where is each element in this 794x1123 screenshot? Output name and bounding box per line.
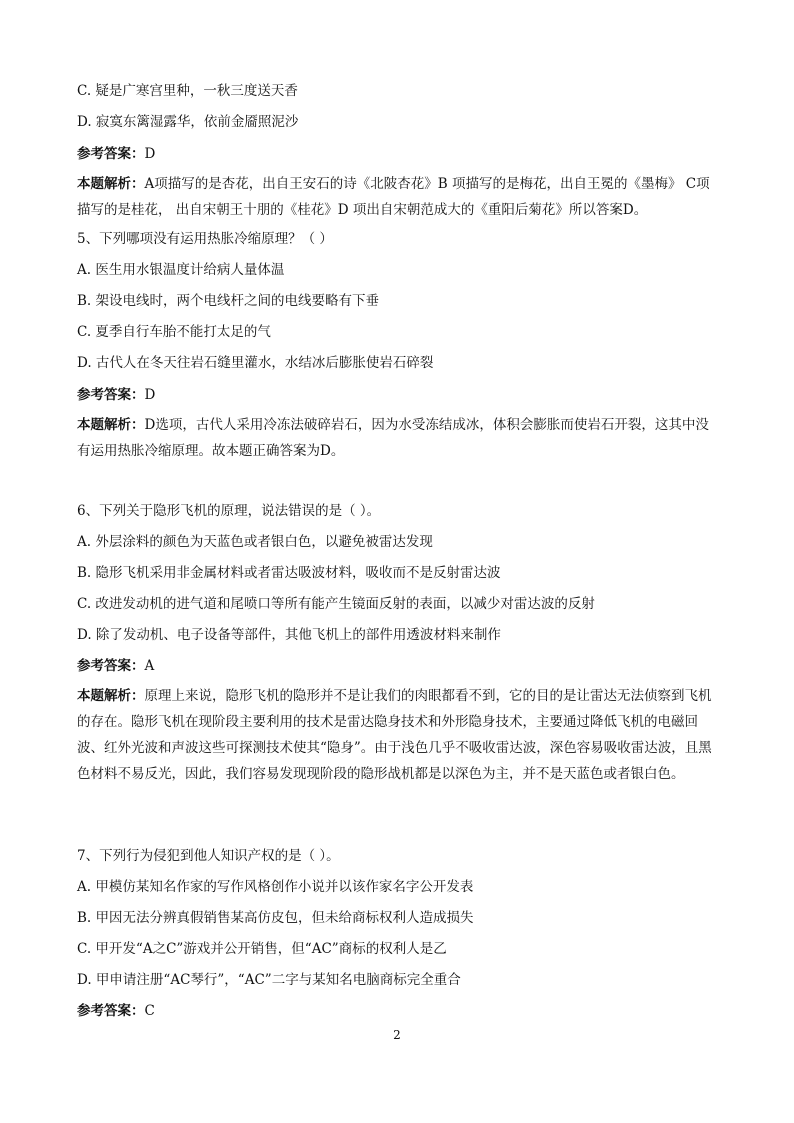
q6-analysis [77, 683, 717, 787]
q7-option-c: C. 甲开发“A之C”游戏并公开销售，但“AC”商标的权利人是乙 [77, 941, 447, 957]
q5-option-c: C. 夏季自行车胎不能打太足的气 [77, 324, 271, 340]
q7-answer [77, 1002, 155, 1020]
answer-label: 参考答案： [77, 1003, 145, 1019]
analysis-text: 原理上来说，隐形飞机的隐形并不是让我们的肉眼都看不到，它的目的是让雷达无法侦察到飞机的存在。隐形飞机在现阶段主要利用的技术是雷达隐身技术和外形隐身技术，主要通过降低飞机的电磁回波、红外光波和声波这些可探测技术使其“隐身”。由于浅色几乎不吸收雷达波，深色容易吸收雷达波，且黑色材料不易反光，因此，我们容易发现现阶段的隐形战机都是以深色为主，并不是天蓝色或者银白色。 [77, 688, 712, 782]
q5-answer [77, 386, 155, 404]
q6-option-b: B. 隐形飞机采用非金属材料或者雷达吸波材料，吸收而不是反射雷达波 [77, 565, 501, 581]
q5-option-d: D. 古代人在冬天往岩石缝里灌水，水结冰后膨胀使岩石碎裂 [77, 355, 434, 371]
q7-option-a: A. 甲模仿某知名作家的写作风格创作小说并以该作家名字公开发表 [77, 879, 474, 895]
q7-option-d: D. 甲申请注册“AC琴行”，“AC”二字与某知名电脑商标完全重合 [77, 972, 461, 988]
analysis-text: D选项，古代人采用冷冻法破碎岩石，因为水受冻结成冰，体积会膨胀而使岩石开裂，这其中没有运用热胀冷缩原理。故本题正确答案为D。 [77, 417, 709, 459]
page-number: 2 [393, 1028, 401, 1042]
q5-option-a: A. 医生用水银温度计给病人量体温 [77, 262, 285, 278]
answer-label: 参考答案： [77, 387, 145, 403]
q6-option-c: C. 改进发动机的进气道和尾喷口等所有能产生镜面反射的表面，以减少对雷达波的反射 [77, 596, 595, 612]
answer-label: 参考答案： [77, 658, 145, 674]
q6-option-d: D. 除了发动机、电子设备等部件，其他飞机上的部件用透波材料来制作 [77, 627, 501, 643]
q6-answer [77, 657, 154, 675]
q5-analysis [77, 412, 717, 464]
q7-option-b: B. 甲因无法分辨真假销售某高仿皮包，但未给商标权利人造成损失 [77, 910, 474, 926]
q5-question: 5、下列哪项没有运用热胀冷缩原理？（ ） [77, 231, 333, 247]
q4-option-c: C. 疑是广寒宫里种，一秋三度送天香 [77, 83, 298, 99]
q4-answer [77, 145, 155, 163]
analysis-label: 本题解析： [77, 176, 145, 192]
answer-value: D [144, 146, 156, 162]
answer-value: C [144, 1003, 155, 1019]
analysis-label: 本题解析： [77, 688, 145, 704]
q7-question: 7、下列行为侵犯到他人知识产权的是（ ）。 [77, 848, 340, 864]
q5-option-b: B. 架设电线时，两个电线杆之间的电线要略有下垂 [77, 293, 380, 309]
q4-option-d: D. 寂寞东篱湿露华，依前金靥照泥沙 [77, 114, 299, 130]
answer-value: D [144, 387, 156, 403]
q4-analysis [77, 171, 717, 223]
answer-value: A [144, 658, 155, 674]
q6-option-a: A. 外层涂料的颜色为天蓝色或者银白色，以避免被雷达发现 [77, 534, 433, 550]
q6-question: 6、下列关于隐形飞机的原理，说法错误的是（ ）。 [77, 503, 381, 519]
answer-label: 参考答案： [77, 146, 145, 162]
analysis-text: A项描写的是杏花，出自王安石的诗《北陂杏花》B 项描写的是梅花，出自王冕的《墨梅》 C项描写的是桂花， 出自宋朝王十朋的《桂花》D 项出自宋朝范成大的《重阳后菊花》所以答案D。 [77, 176, 710, 218]
analysis-label: 本题解析： [77, 417, 145, 433]
